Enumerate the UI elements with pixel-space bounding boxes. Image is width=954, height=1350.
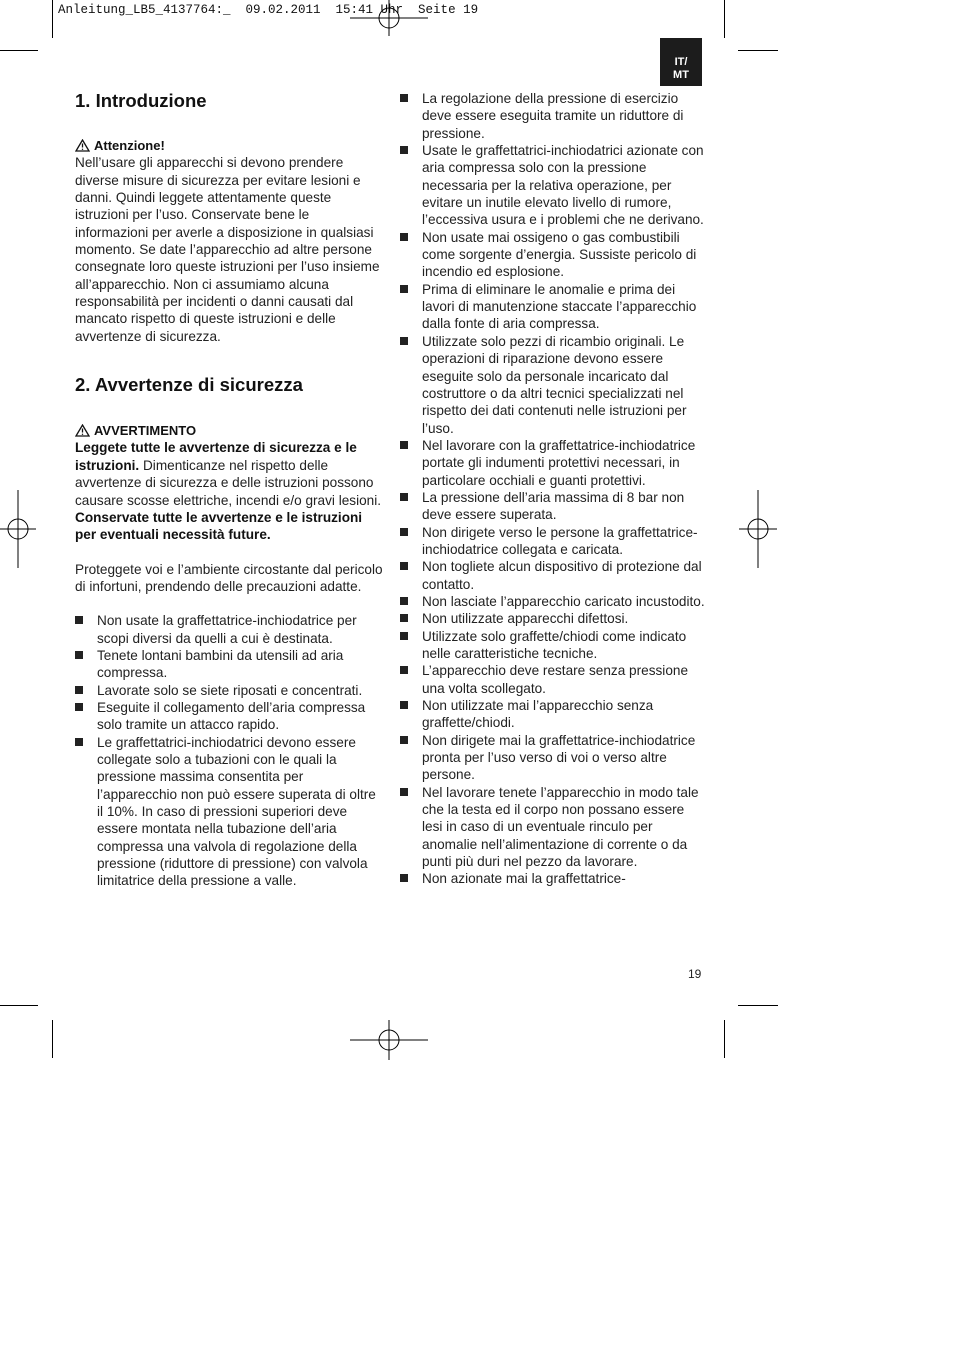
- list-item-text: Utilizzate solo pezzi di ricambio originali. Le operazioni di riparazione devono essere eseguite solo da personale incaricato dal costruttore o da altri tecnici specializzati nel rispetto dei dati contenuti nelle istruzioni per l’uso.: [422, 333, 687, 436]
- section2-protect: Proteggete voi e l’ambiente circostante dal pericolo di infortuni, prendendo delle precauzioni adatte.: [75, 561, 383, 594]
- list-item-text: Eseguite il collegamento dell’aria compressa solo tramite un attacco rapido.: [97, 699, 366, 733]
- square-bullet-icon: [75, 738, 83, 746]
- page-number: 19: [688, 967, 702, 981]
- section2-warning-label: AVVERTIMENTO: [94, 423, 197, 439]
- section1-warning-label: Attenzione!: [94, 138, 165, 153]
- list-item: [398, 281, 708, 333]
- list-item-text: Tenete lontani bambini da utensili ad aria compressa.: [97, 647, 344, 681]
- square-bullet-icon: [75, 651, 83, 659]
- section2-intro: [75, 439, 385, 508]
- square-bullet-icon: [400, 736, 408, 744]
- crop-mark: [0, 50, 38, 51]
- square-bullet-icon: [400, 441, 408, 449]
- list-item: [398, 524, 708, 559]
- registration-mark-icon: [350, 1020, 428, 1060]
- language-tab: [660, 38, 702, 86]
- list-item-text: La pressione dell’aria massima di 8 bar non deve essere superata.: [422, 489, 685, 523]
- square-bullet-icon: [400, 614, 408, 622]
- list-item-text: Non lasciate l’apparecchio caricato incustodito.: [422, 593, 705, 609]
- list-item-text: Nel lavorare con la graffettatrice-inchiodatrice portate gli indumenti protettivi necessari, in particolare occhiali e guanti protettivi.: [422, 437, 696, 488]
- crop-mark: [738, 1005, 778, 1006]
- section1-title: 1. Introduzione: [75, 90, 207, 111]
- list-item-text: Non utilizzate mai l’apparecchio senza graffette/chiodi.: [422, 698, 654, 731]
- square-bullet-icon: [75, 616, 83, 624]
- square-bullet-icon: [400, 666, 408, 674]
- list-item: [398, 610, 708, 627]
- bullet-list-right: [398, 90, 708, 888]
- list-item: [398, 593, 708, 610]
- crop-mark: [724, 1020, 725, 1058]
- list-item: [398, 142, 708, 229]
- square-bullet-icon: [400, 562, 408, 570]
- bullet-list-left: [75, 612, 385, 890]
- list-item-text: Non dirigete mai la graffettatrice-inchiodatrice pronta per l’uso verso di voi o verso altre persone.: [422, 732, 696, 783]
- list-item: [398, 628, 708, 663]
- square-bullet-icon: [400, 701, 408, 709]
- list-item: [398, 732, 708, 784]
- list-item: [75, 647, 385, 682]
- warning-triangle-icon: [75, 139, 90, 152]
- square-bullet-icon: [400, 597, 408, 605]
- list-item-text: Non utilizzate apparecchi difettosi.: [422, 611, 629, 627]
- crop-mark: [52, 0, 53, 38]
- list-item: [398, 870, 708, 887]
- list-item: [75, 734, 385, 890]
- language-tab-line2: MT: [673, 69, 689, 81]
- list-item-text: Non azionate mai la graffettatrice-: [422, 871, 626, 887]
- square-bullet-icon: [400, 788, 408, 796]
- list-item: [398, 558, 708, 593]
- section2-keep: [75, 509, 385, 544]
- warning-triangle-icon: [75, 424, 90, 437]
- language-tab-line1: IT/: [674, 56, 688, 68]
- section1-warning: [75, 137, 385, 154]
- registration-mark-icon: [739, 490, 777, 568]
- registration-mark-icon: [0, 490, 36, 568]
- crop-mark: [724, 0, 725, 38]
- section1-text: Nell’usare gli apparecchi si devono prendere diverse misure di sicurezza per evitare lesioni e danni. Quindi leggete attentamente queste istruzioni per l’uso. Conservate bene le informazioni per averle a disposizione in qualsiasi momento. Se date l’apparecchio ad altre persone consegnate loro queste istruzioni per l’uso insieme all’apparecchio. Non ci assumiamo alcuna responsabilità per incidenti o danni causati dal mancato rispetto di queste istruzioni e delle avvertenze di sicurezza.: [75, 155, 380, 344]
- list-item: [75, 612, 385, 647]
- section2-title: 2. Avvertenze di sicurezza: [75, 374, 303, 396]
- crop-mark: [738, 50, 778, 51]
- square-bullet-icon: [75, 703, 83, 711]
- square-bullet-icon: [400, 632, 408, 640]
- square-bullet-icon: [400, 233, 408, 241]
- list-item: [398, 784, 708, 871]
- list-item: [398, 229, 708, 281]
- list-item-text: La regolazione della pressione di esercizio deve essere eseguita tramite un riduttore di pressione.: [422, 91, 684, 141]
- list-item: [398, 437, 708, 489]
- list-item: [398, 90, 708, 142]
- list-item: [398, 333, 708, 437]
- list-item: [75, 699, 385, 734]
- list-item-text: Usate le graffettatrici-inchiodatrici azionate con aria compressa solo con la pressione necessaria per la relativa operazione, per evitare un inutile elevato livello di rumore, l’eccessiva usura e i problemi che ne derivano.: [422, 143, 704, 228]
- list-item-text: Le graffettatrici-inchiodatrici devono essere collegate solo a tubazioni con le quali la pressione massima consentita per l’apparecchio non può essere superata di oltre il 10%. In caso di pressioni superiori deve essere montata nella tubazione dell’aria compressa una valvola di regolazione della pressione (riduttore di pressione) con valvola limitatrice della pressione a valle.: [97, 734, 376, 889]
- list-item-text: Non usate mai ossigeno o gas combustibili come sorgente d’energia. Sussiste pericolo di incendio ed esplosione.: [422, 229, 697, 280]
- list-item-text: Prima di eliminare le anomalie e prima dei lavori di manutenzione staccate l’apparecchio dalla fonte di aria compressa.: [422, 281, 697, 332]
- square-bullet-icon: [400, 874, 408, 882]
- right-column: [398, 90, 708, 888]
- list-item: [398, 697, 708, 732]
- list-item-text: Utilizzate solo graffette/chiodi come indicato nelle caratteristiche tecniche.: [422, 628, 687, 661]
- section2-warning: [75, 422, 385, 439]
- section2-intro-rest: Dimenticanze nel rispetto delle avvertenze di sicurezza e delle istruzioni possono causare scosse elettriche, incendi e/o gravi lesioni.: [75, 457, 382, 508]
- section2-intro-bold: Leggete tutte le avvertenze di sicurezza e le istruzioni.: [75, 440, 357, 473]
- list-item-text: Non togliete alcun dispositivo di protezione dal contatto.: [422, 559, 702, 592]
- list-item-text: Lavorate solo se siete riposati e concentrati.: [97, 682, 363, 698]
- list-item: [398, 662, 708, 697]
- registration-mark-icon: [350, 0, 428, 36]
- square-bullet-icon: [400, 146, 408, 154]
- left-column: [75, 90, 385, 890]
- square-bullet-icon: [400, 337, 408, 345]
- list-item: [398, 489, 708, 524]
- section2-keep-bold: Conservate tutte le avvertenze e le istruzioni per eventuali necessità future.: [75, 509, 363, 543]
- list-item: [75, 682, 385, 699]
- list-item-text: Non usate la graffettatrice-inchiodatrice per scopi diversi da quelli a cui è destinata.: [97, 613, 357, 646]
- square-bullet-icon: [400, 493, 408, 501]
- print-slug: Anleitung_LB5_4137764:_ 09.02.2011 15:41 Uhr Seite 19: [58, 3, 479, 17]
- crop-mark: [0, 1005, 38, 1006]
- square-bullet-icon: [75, 686, 83, 694]
- square-bullet-icon: [400, 285, 408, 293]
- square-bullet-icon: [400, 94, 408, 102]
- crop-mark: [52, 1020, 53, 1058]
- square-bullet-icon: [400, 528, 408, 536]
- list-item-text: L’apparecchio deve restare senza pressione una volta scollegato.: [422, 663, 689, 696]
- list-item-text: Nel lavorare tenete l’apparecchio in modo tale che la testa ed il corpo non possano essere lesi in caso di un eventuale rinculo per anomalie nell’alimentazione di corrente o da punti più duri nel pezzo da lavorare.: [422, 784, 699, 870]
- list-item-text: Non dirigete verso le persone la graffettatrice-inchiodatrice collegata e caricata.: [422, 524, 698, 557]
